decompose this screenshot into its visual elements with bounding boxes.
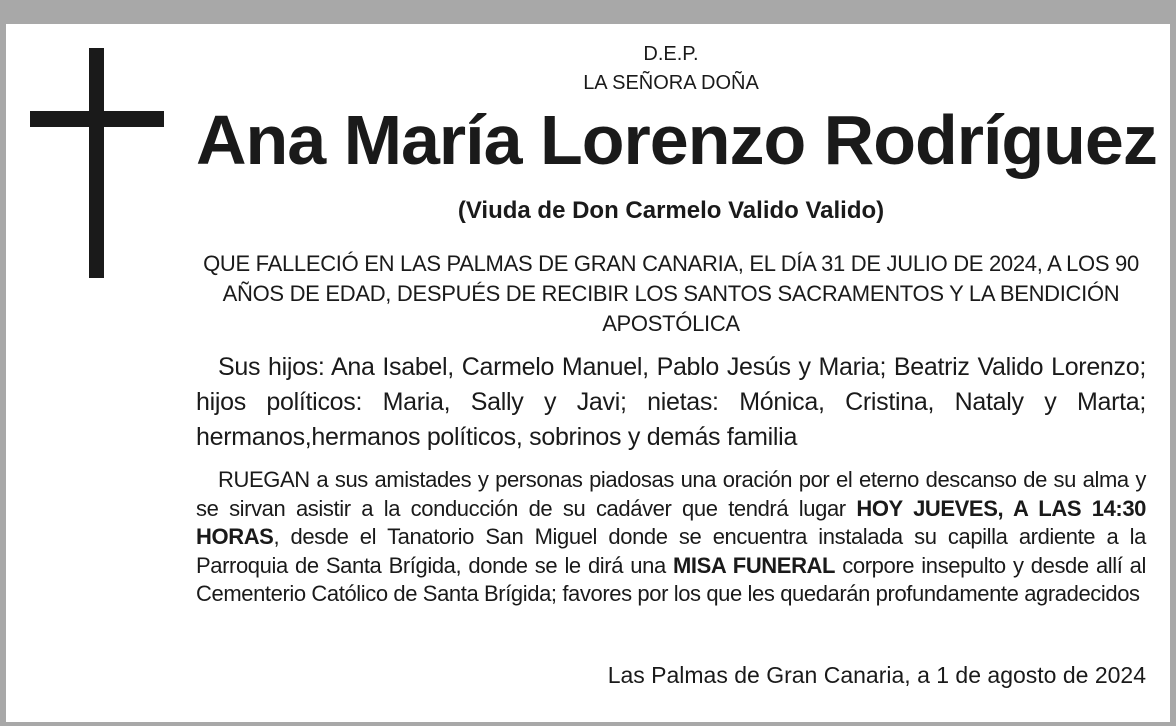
death-announcement: QUE FALLECIÓ EN LAS PALMAS DE GRAN CANARIA, EL DÍA 31 DE JULIO DE 2024, A LOS 90 AÑOS DE EDAD, DESPUÉS DE RECIBIR LOS SANTOS SACRAMENTOS Y LA BENDICIÓN APOSTÓLICA	[203, 251, 1139, 336]
request-text-3: corpore insepulto y desde allí al Cementerio Católico de Santa Brígida; favores por los que les quedarán profundamente agradecidos	[196, 552, 1146, 606]
request-paragraph	[196, 466, 1146, 609]
honorific-line: LA SEÑORA DOÑA	[583, 72, 759, 94]
service-time: HOY JUEVES, A LAS 14:30 HORAS	[196, 495, 1147, 549]
request-text-2: , desde el Tanatorio San Miguel donde se encuentra instalada su capilla ardiente a la Parroquia de Santa Brígida, donde se le dirá una	[196, 524, 1146, 578]
dep-heading: D.E.P.	[643, 43, 699, 65]
family-paragraph: Sus hijos: Ana Isabel, Carmelo Manuel, Pablo Jesús y Maria; Beatriz Valido Lorenzo; hijos políticos: Maria, Sally y Javi; nietas: Mónica, Cristina, Nataly y Marta; hermanos,hermanos políticos, sobrinos y demás familia	[196, 353, 1146, 451]
cross-icon-bar	[30, 111, 164, 127]
funeral-mass: MISA FUNERAL	[672, 552, 836, 578]
cross-icon	[89, 48, 104, 278]
place-date: Las Palmas de Gran Canaria, a 1 de agosto de 2024	[607, 662, 1146, 688]
deceased-name: Ana María Lorenzo Rodríguez	[196, 101, 1157, 179]
widow-of-line: (Viuda de Don Carmelo Valido Valido)	[457, 197, 885, 224]
request-text-1: RUEGAN a sus amistades y personas piadosas una oración por el eterno descanso de su alma y se sirvan asistir a la conducción de su cadáver que tendrá lugar	[196, 467, 1146, 521]
